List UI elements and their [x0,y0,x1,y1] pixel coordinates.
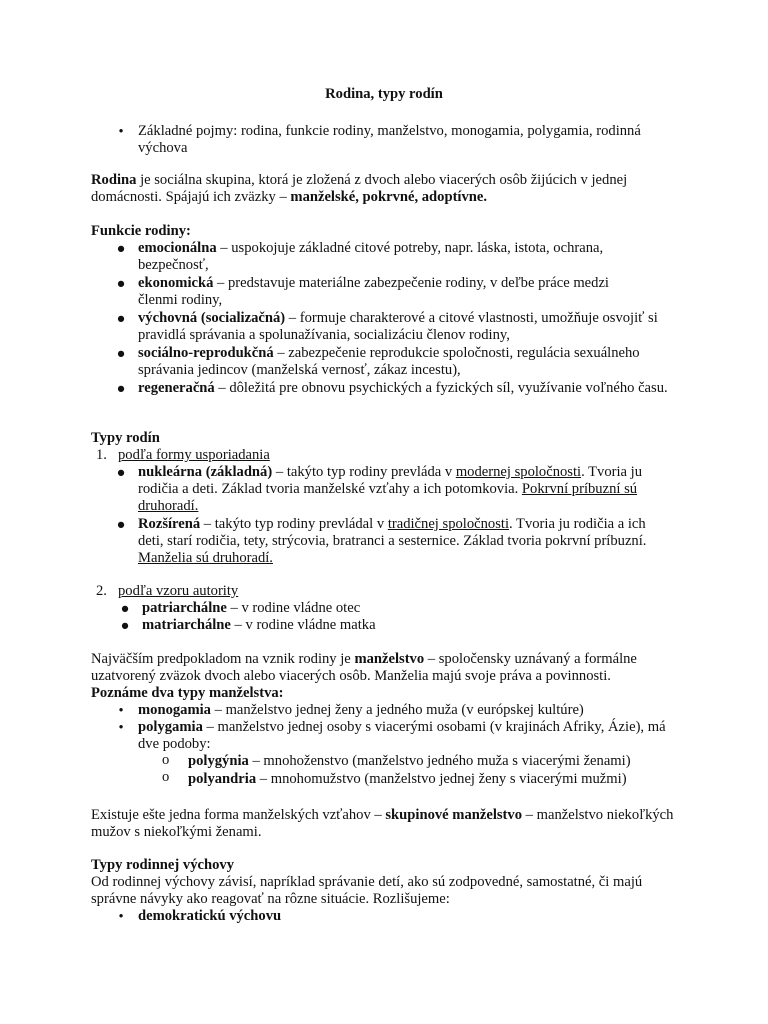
bullet-marker: • [118,703,124,719]
marriage-type-term: monogamia [138,702,211,718]
bullet-marker: ● [120,601,130,617]
polygamy-term: polygýnia [188,753,249,769]
marriage-text: – spoločensky uznávaný a formálne uzatvorený zväzok dvoch alebo viacerých osôb. Manželia majú svoje práva a povinnosti. [91,651,637,684]
authority-term: patriarchálne [142,600,227,616]
function-term: výchovná (socializačná) [138,310,286,326]
sub-bullet-marker: o [162,752,170,768]
family-type-text: . Tvoria ju rodičia a deti. Základ tvoria manželské vzťahy a ich potomkovia. [138,464,643,497]
function-term: ekonomická [138,275,214,291]
polygamy-text: – mnohomužstvo (manželstvo jednej ženy s viacerými mužmi) [256,771,627,787]
group1-label: podľa formy usporiadania [118,447,270,463]
bullet-marker: ● [116,241,126,257]
types-heading [91,430,691,447]
family-type-item [138,464,678,515]
authority-item [142,600,662,617]
upbringing-paragraph: Od rodinnej výchovy závisí, napríklad správanie detí, ako sú zodpovedné, samostatné, či majú správne návyky ako reagovať na rôzne situácie. Rozlišujeme: [91,874,643,907]
function-text: – predstavuje materiálne zabezpečenie rodiny, v deľbe práce medzi členmi rodiny, [138,275,609,308]
authority-text: – v rodine vládne otec [226,600,361,616]
family-type-term: Rozšírená [138,516,201,532]
definition-text: je sociálna skupina, ktorá je zložená z dvoch alebo viacerých osôb žijúcich v jednej domácnosti. Spájajú ich zväzky – [91,172,628,205]
underlined-phrase: Pokrvní príbuzní sú druhoradí. [138,481,638,514]
bullet-marker: ● [116,346,126,362]
function-item [138,240,668,274]
authority-term: matriarchálne [142,617,231,633]
list-number: 2. [96,583,107,599]
sub-bullet-marker: o [162,769,170,785]
underlined-phrase: Manželia sú druhoradí. [138,550,273,566]
bullet-marker: • [118,124,124,140]
functions-heading-text: Funkcie rodiny: [91,223,191,239]
group2-label: podľa vzoru autority [118,583,239,599]
marriage-types-heading-text: Poznáme dva typy manželstva: [91,685,284,701]
polygamy-term: polyandria [188,771,257,787]
intro-bullet-text: Základné pojmy: rodina, funkcie rodiny, manželstvo, monogamia, polygamia, rodinná výchova [138,123,641,156]
definition-paragraph [91,172,691,206]
family-type-text: – takýto typ rodiny prevládal v [200,516,388,532]
function-text: – dôležitá pre obnovu psychických a fyzických síl, využívanie voľného času. [214,380,668,396]
function-text: – formuje charakterové a citové vlastnosti, umožňuje osvojiť si pravidlá správania a spolunažívania, socializáciu členov rodiny, [138,310,658,343]
bullet-marker: • [118,720,124,736]
function-term: sociálno-reprodukčná [138,345,274,361]
polygamy-text: – mnohoženstvo (manželstvo jedného muža s viacerými ženami) [248,753,631,769]
family-type-text: – takýto typ rodiny prevláda v [272,464,456,480]
bullet-marker: • [118,909,124,925]
bullet-marker: ● [120,618,130,634]
function-item [138,275,648,309]
upbringing-term: demokratickú výchovu [138,908,282,924]
family-type-text: . Tvoria ju rodičia a ich deti, starí rodičia, tety, strýcovia, bratranci a sesternice. Základ tvoria pokrvní príbuzní. [138,516,647,549]
marriage-type-text: – manželstvo jednej ženy a jedného muža (v európskej kultúre) [210,702,584,718]
bullet-marker: ● [116,381,126,397]
marriage-type-item [138,702,678,719]
authority-text: – v rodine vládne matka [230,617,376,633]
group-marriage-paragraph [91,807,681,841]
function-item [138,310,678,344]
types-heading-text: Typy rodín [91,430,160,446]
marriage-type-text: – manželstvo jednej osoby s viacerými osobami (v krajinách Afriky, Ázie), má dve podoby: [138,719,666,752]
group-marriage-text: – manželstvo niekoľkých mužov s niekoľkými ženami. [91,807,674,840]
family-type-item [138,516,658,567]
function-item [138,345,678,379]
group-marriage-term: skupinové manželstvo [385,807,523,823]
polygamy-subitem [188,771,688,788]
upbringing-heading-text: Typy rodinnej výchovy [91,857,234,873]
marriage-types-heading [91,685,691,702]
bullet-marker: ● [116,311,126,327]
page-title: Rodina, typy rodín [325,86,443,102]
function-text: – uspokojuje základné citové potreby, napr. láska, istota, ochrana, bezpečnosť, [138,240,604,273]
marriage-term: manželstvo [354,651,425,667]
function-term: regeneračná [138,380,215,396]
upbringing-item [138,908,658,925]
bullet-marker: ● [116,517,126,533]
function-term: emocionálna [138,240,217,256]
functions-heading [91,223,691,240]
definition-term: Rodina [91,172,137,188]
underlined-phrase: tradičnej spoločnosti [387,516,509,532]
function-item [138,380,668,397]
underlined-phrase: modernej spoločnosti [455,464,582,480]
function-text: – zabezpečenie reprodukcie spoločnosti, regulácia sexuálneho správania jedincov (manželská vernosť, zákaz incestu), [138,345,640,378]
bullet-marker: ● [116,465,126,481]
upbringing-heading [91,857,691,874]
family-type-term: nukleárna (základná) [138,464,273,480]
authority-item [142,617,662,634]
bullet-marker: ● [116,276,126,292]
group-marriage-text: Existuje ešte jedna forma manželských vzťahov – [91,807,386,823]
marriage-paragraph [91,651,687,685]
definition-bonds: manželské, pokrvné, adoptívne. [290,189,488,205]
marriage-type-term: polygamia [138,719,203,735]
marriage-text: Najväčším predpokladom na vznik rodiny je [91,651,355,667]
polygamy-subitem [188,753,688,770]
marriage-type-item [138,719,678,753]
list-number: 1. [96,447,107,463]
